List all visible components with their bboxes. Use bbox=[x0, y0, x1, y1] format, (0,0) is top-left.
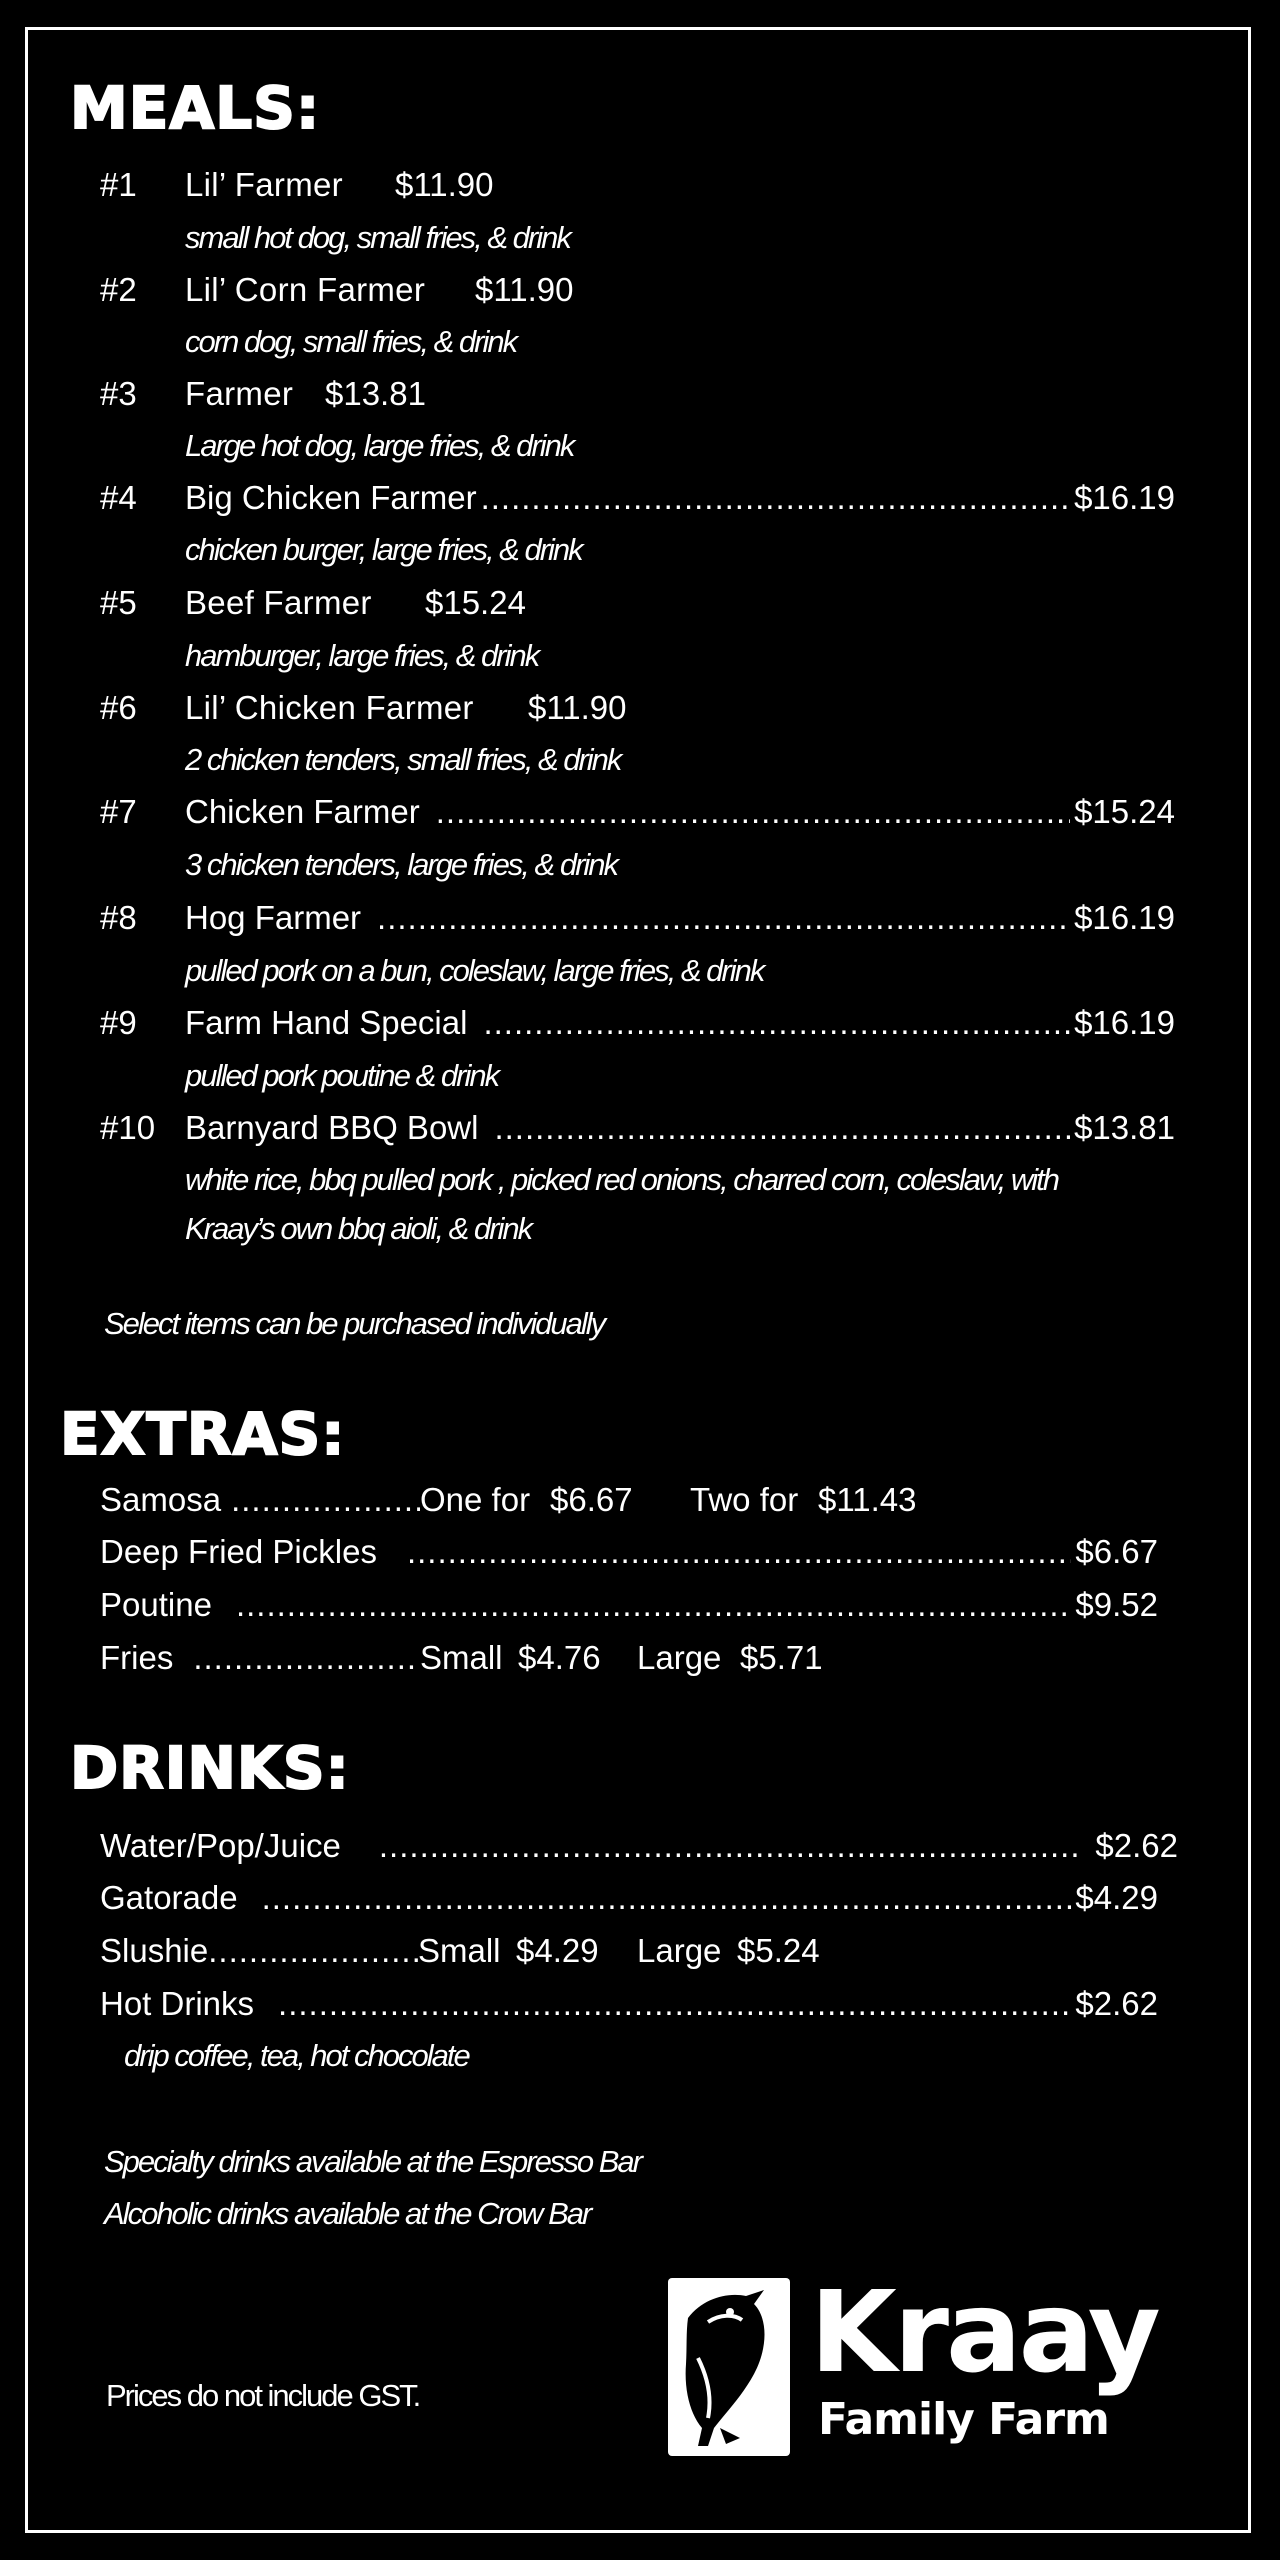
drink-item-gatorade bbox=[0, 1872, 1280, 1924]
meal-price: $16.19 bbox=[1074, 1004, 1175, 1041]
meal-item-2 bbox=[0, 264, 1280, 316]
drink-price: $2.62 bbox=[1075, 1985, 1158, 2022]
meal-number: #4 bbox=[100, 479, 137, 516]
drink-price: $4.29 bbox=[1075, 1879, 1158, 1916]
meal-item-3 bbox=[0, 368, 1280, 420]
dot-leader bbox=[236, 1579, 1071, 1631]
meal-number: #1 bbox=[100, 166, 137, 203]
meal-description: chicken burger, large fries, & drink bbox=[185, 532, 582, 567]
meal-description: small hot dog, small fries, & drink bbox=[185, 220, 570, 255]
meal-name: Lil’ Chicken Farmer bbox=[185, 689, 474, 726]
meal-price: $11.90 bbox=[395, 166, 494, 203]
fries-large-label: Large bbox=[637, 1639, 722, 1676]
drink-name: Gatorade bbox=[100, 1879, 238, 1916]
meal-item-10 bbox=[0, 1102, 1280, 1154]
extra-price: $6.67 bbox=[1075, 1533, 1158, 1570]
dot-leader bbox=[436, 786, 1070, 838]
meal-name: Barnyard BBQ Bowl bbox=[185, 1109, 479, 1146]
drink-price: $2.62 bbox=[1095, 1827, 1178, 1864]
meal-item-8 bbox=[0, 892, 1280, 944]
slushie-large-price: $5.24 bbox=[737, 1932, 820, 1969]
meal-description: pulled pork poutine & drink bbox=[185, 1058, 499, 1093]
dot-leader bbox=[231, 1474, 420, 1526]
drink-item-hot bbox=[0, 1978, 1280, 2030]
extra-name: Deep Fried Pickles bbox=[100, 1533, 377, 1570]
dot-leader bbox=[377, 892, 1070, 944]
extra-item-fries bbox=[100, 1632, 1100, 1684]
meal-number: #5 bbox=[100, 584, 137, 621]
dot-leader bbox=[407, 1526, 1071, 1578]
drink-note-espresso: Specialty drinks available at the Espresso Bar bbox=[104, 2144, 641, 2179]
meal-description: hamburger, large fries, & drink bbox=[185, 638, 539, 673]
meal-name: Farm Hand Special bbox=[185, 1004, 468, 1041]
meal-number: #10 bbox=[100, 1109, 156, 1146]
meal-price: $15.24 bbox=[1074, 793, 1175, 830]
meal-price: $13.81 bbox=[325, 375, 426, 412]
meal-price: $11.90 bbox=[528, 689, 627, 726]
dot-leader bbox=[481, 472, 1070, 524]
meal-description: Large hot dog, large fries, & drink bbox=[185, 428, 574, 463]
samosa-one-label: One for bbox=[420, 1481, 531, 1518]
meal-description: corn dog, small fries, & drink bbox=[185, 324, 517, 359]
samosa-two-label: Two for bbox=[690, 1481, 799, 1518]
drink-name: Water/Pop/Juice bbox=[100, 1827, 341, 1864]
drinks-heading: DRINKS: bbox=[70, 1734, 350, 1802]
meal-description: white rice, bbq pulled pork , picked red onions, charred corn, coleslaw, with bbox=[185, 1162, 1058, 1197]
dot-leader bbox=[262, 1872, 1072, 1924]
extra-item-samosa bbox=[100, 1474, 1100, 1526]
meal-name: Farmer bbox=[185, 375, 294, 412]
gst-note: Prices do not include GST. bbox=[106, 2378, 420, 2413]
meal-price: $16.19 bbox=[1074, 479, 1175, 516]
drink-name: Slushie bbox=[100, 1932, 209, 1969]
extras-heading: EXTRAS: bbox=[60, 1400, 346, 1468]
meal-price: $16.19 bbox=[1074, 899, 1175, 936]
drink-description: drip coffee, tea, hot chocolate bbox=[124, 2038, 469, 2073]
dot-leader bbox=[494, 1102, 1070, 1154]
slushie-large-label: Large bbox=[637, 1932, 722, 1969]
meal-number: #3 bbox=[100, 375, 137, 412]
meals-note: Select items can be purchased individually bbox=[104, 1306, 605, 1341]
logo-subtitle: Family Farm bbox=[818, 2394, 1109, 2445]
meal-item-1 bbox=[0, 159, 1280, 211]
meal-price: $11.90 bbox=[475, 271, 574, 308]
meal-name: Chicken Farmer bbox=[185, 793, 420, 830]
kraay-logo bbox=[668, 2268, 1188, 2458]
meals-heading: MEALS: bbox=[70, 74, 321, 142]
dot-leader bbox=[483, 997, 1070, 1049]
fries-large-price: $5.71 bbox=[740, 1639, 823, 1676]
drink-item-slushie bbox=[100, 1925, 1100, 1977]
samosa-two-price: $11.43 bbox=[818, 1481, 917, 1518]
meal-number: #8 bbox=[100, 899, 137, 936]
meal-name: Big Chicken Farmer bbox=[185, 479, 477, 516]
extra-item-pickles bbox=[0, 1526, 1280, 1578]
extra-name: Poutine bbox=[100, 1586, 212, 1623]
meal-description-continued: Kraay’s own bbq aioli, & drink bbox=[185, 1211, 532, 1246]
extra-name: Fries bbox=[100, 1639, 174, 1676]
logo-wordmark: Kraay bbox=[810, 2268, 1158, 2398]
meal-description: 3 chicken tenders, large fries, & drink bbox=[185, 847, 618, 882]
fries-small-label: Small bbox=[420, 1639, 503, 1676]
meal-number: #7 bbox=[100, 793, 137, 830]
dot-leader bbox=[379, 1820, 1078, 1872]
extra-price: $9.52 bbox=[1075, 1586, 1158, 1623]
meal-number: #6 bbox=[100, 689, 137, 726]
meal-name: Lil’ Corn Farmer bbox=[185, 271, 426, 308]
dot-leader bbox=[278, 1978, 1071, 2030]
extra-item-poutine bbox=[0, 1579, 1280, 1631]
fries-small-price: $4.76 bbox=[518, 1639, 601, 1676]
meal-item-6 bbox=[0, 682, 1280, 734]
drink-note-crow: Alcoholic drinks available at the Crow Bar bbox=[104, 2196, 591, 2231]
dot-leader bbox=[208, 1925, 418, 1977]
slushie-small-label: Small bbox=[418, 1932, 501, 1969]
meal-item-7 bbox=[0, 786, 1280, 838]
meal-price: $15.24 bbox=[425, 584, 526, 621]
meal-description: 2 chicken tenders, small fries, & drink bbox=[185, 742, 621, 777]
meal-name: Hog Farmer bbox=[185, 899, 362, 936]
meal-description: pulled pork on a bun, coleslaw, large fries, & drink bbox=[185, 953, 764, 988]
meal-name: Beef Farmer bbox=[185, 584, 372, 621]
samosa-one-price: $6.67 bbox=[550, 1481, 633, 1518]
meal-price: $13.81 bbox=[1074, 1109, 1175, 1146]
meal-name: Lil’ Farmer bbox=[185, 166, 343, 203]
meal-number: #2 bbox=[100, 271, 137, 308]
meal-item-4 bbox=[0, 472, 1280, 524]
meal-number: #9 bbox=[100, 1004, 137, 1041]
drink-item-water bbox=[0, 1820, 1280, 1872]
meal-item-9 bbox=[0, 997, 1280, 1049]
drink-name: Hot Drinks bbox=[100, 1985, 255, 2022]
meal-item-5 bbox=[0, 577, 1280, 629]
crow-icon bbox=[668, 2278, 790, 2456]
extra-name: Samosa bbox=[100, 1481, 222, 1518]
slushie-small-price: $4.29 bbox=[516, 1932, 599, 1969]
dot-leader bbox=[193, 1632, 420, 1684]
